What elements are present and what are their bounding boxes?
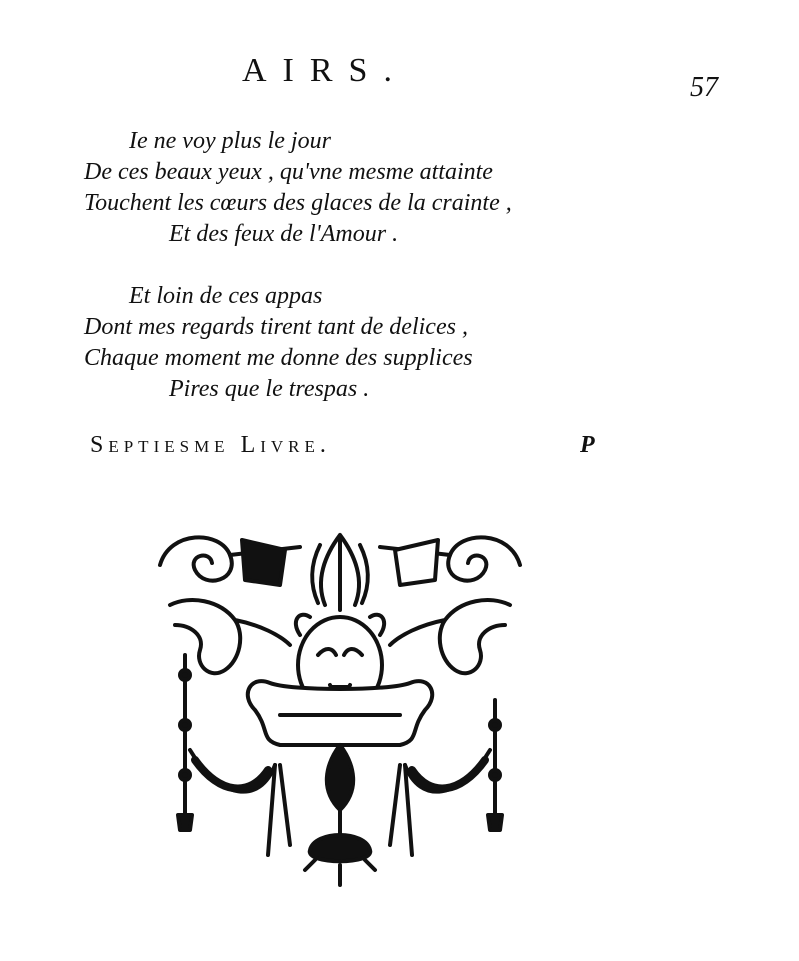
bottom-pendant [310,835,371,861]
left-scroll [160,537,232,580]
poem-line: Ie ne voy plus le jour [129,128,331,154]
right-scroll [448,537,520,580]
poem-line: Dont mes regards tirent tant de delices , [84,314,468,340]
grotesque-tailpiece-ornament-icon [150,525,530,895]
right-cherub [390,600,510,673]
poem-line: Et loin de ces appas [129,283,323,309]
signature-line: Septiesme Livre. [90,432,331,458]
central-pendant [327,745,353,810]
signature-mark: P [580,432,595,458]
poem-stanza-1 [84,126,512,250]
page-number: 57 [690,72,718,103]
running-title: AIRS. [242,52,408,89]
poem-line: Chaque moment me donne des supplices [84,345,473,371]
central-plume [312,535,368,610]
poem-line: De ces beaux yeux , qu'vne mesme attainte [84,159,493,185]
poem-line: Pires que le trespas . [169,376,370,402]
poem-line: Et des feux de l'Amour . [169,221,399,247]
poem-line: Touchent les cœurs des glaces de la crainte , [84,190,512,216]
left-cherub [170,600,290,673]
poem-stanza-2 [84,281,473,405]
